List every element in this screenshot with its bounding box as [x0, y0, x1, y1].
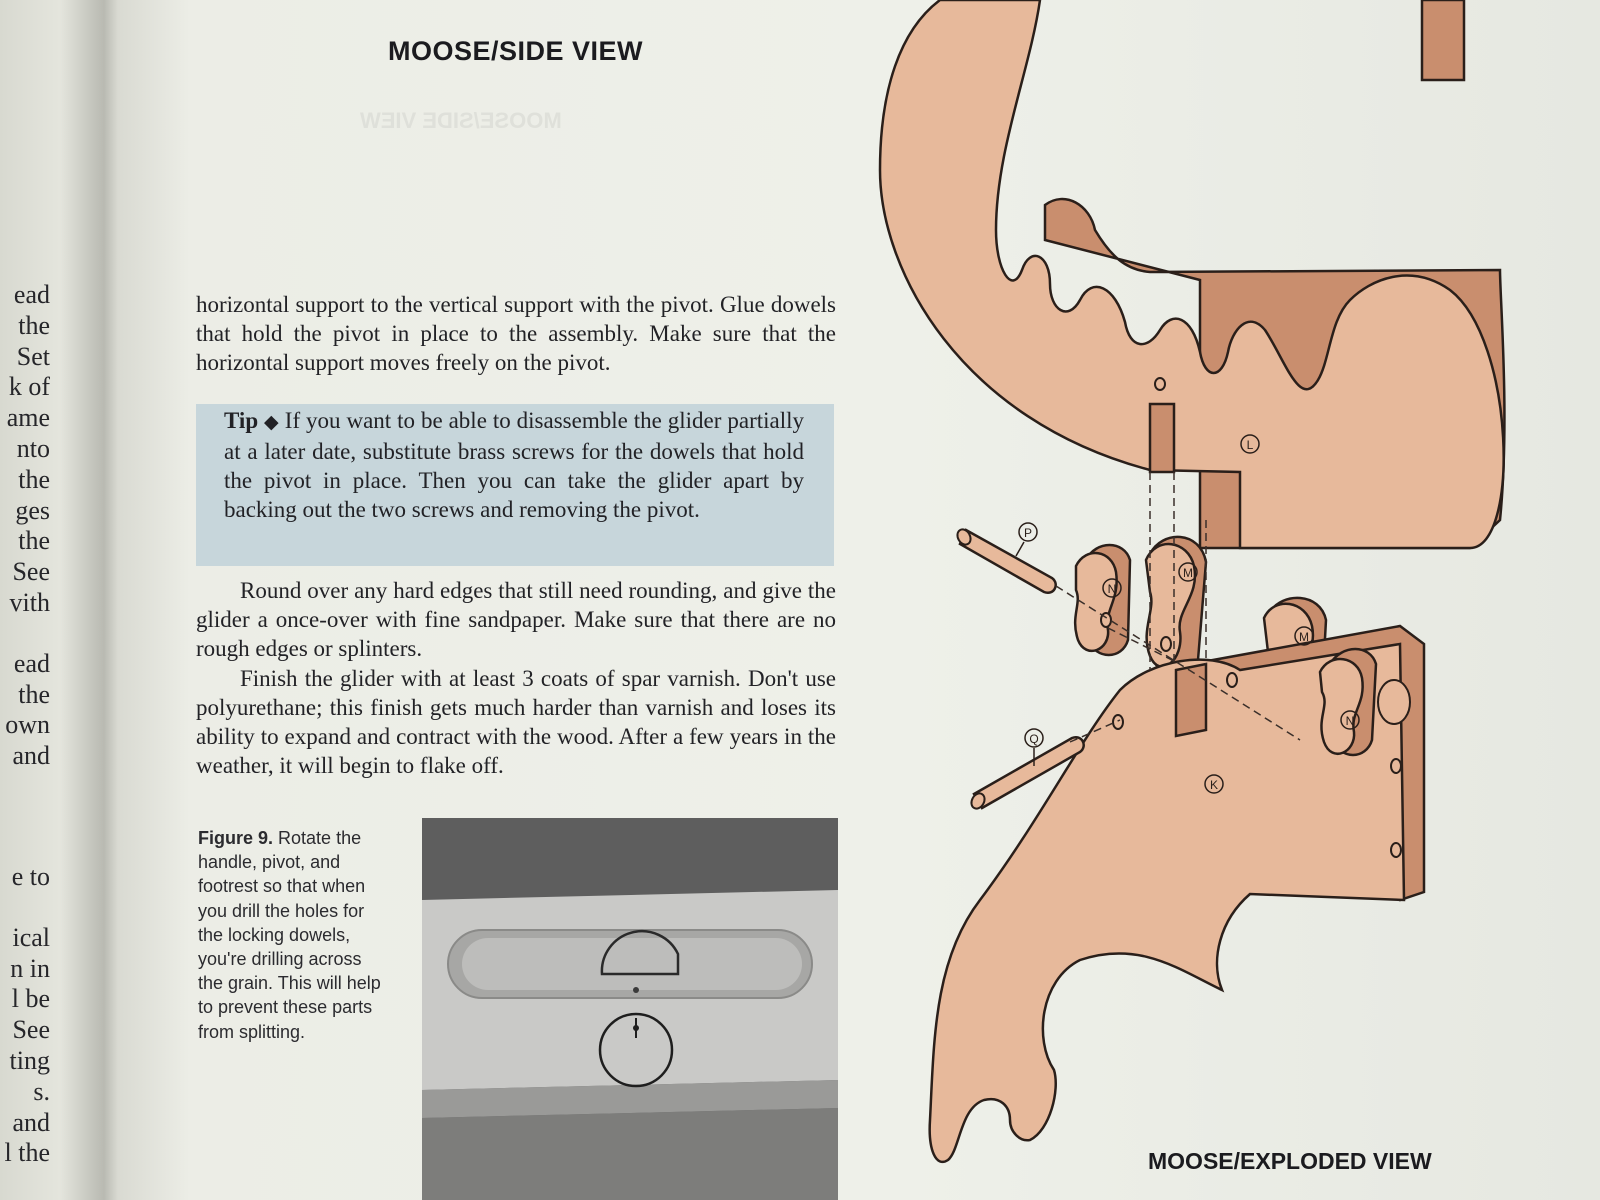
- part-m-left: [1146, 537, 1206, 675]
- fragment-line: See: [12, 1015, 50, 1045]
- fragment-line: ame: [6, 403, 50, 433]
- fragment-line: vith: [9, 587, 50, 617]
- side-view-title: MOOSE/SIDE VIEW: [388, 36, 644, 66]
- fragment-line: e to: [11, 861, 50, 891]
- fragment-line: s.: [33, 1076, 50, 1106]
- fragment-line: own: [5, 710, 50, 740]
- part-label-p-text: P: [1023, 526, 1033, 540]
- paragraph-finishing-text: Finish the glider with at least 3 coats of spar varnish. Don't use polyurethane; this finish gets much harder than varnish and loses its ability to expand and contract with the wood. After a few years in the weather, it will begin to flake off.: [196, 666, 836, 778]
- paragraph-pivot-assembly: horizontal support to the vertical support with the pivot. Glue dowels that hold the pivot in place to the assembly. Make sure that the horizontal support moves freely on the pivot.: [196, 292, 836, 375]
- part-label-m2-text: M: [1299, 630, 1309, 644]
- fragment-line: k of: [8, 372, 50, 402]
- part-label-l-text: L: [1246, 438, 1254, 452]
- dowel-p: [955, 527, 1056, 593]
- part-n-left: [1075, 545, 1130, 655]
- diamond-icon: ◆: [264, 412, 279, 433]
- part-label-n2-text: N: [1345, 714, 1355, 728]
- part-n-right: [1320, 649, 1376, 755]
- part-label-n1-text: N: [1107, 582, 1117, 596]
- part-label-k-text: K: [1209, 778, 1219, 792]
- fragment-line: ead: [13, 280, 50, 309]
- part-label-p: [1016, 523, 1037, 556]
- fragment-line: the: [18, 526, 50, 556]
- figure-label: Figure 9.: [198, 828, 274, 848]
- fragment-line: ical: [12, 922, 50, 952]
- left-page-text-fragments: [0, 280, 50, 1169]
- fragment-line: l be: [11, 984, 50, 1014]
- tip-label: Tip: [224, 408, 259, 433]
- fragment-line: ead: [13, 648, 50, 678]
- tip-text: If you want to be able to disassemble the glider partially at a later date, substitute brass screws for the dowels that hold the pivot in place. Then you can take the glider apart by backing out the two screws and removing the pivot.: [224, 408, 805, 522]
- fragment-line: See: [12, 557, 50, 587]
- paragraph-sanding-text: Round over any hard edges that still need rounding, and give the glider a once-over with fine sandpaper. Make sure that there are no rough edges or splinters.: [196, 578, 836, 661]
- figure-9-photo: [422, 818, 838, 1200]
- fragment-line: l the: [4, 1138, 50, 1168]
- upper-support-fragment: [1422, 0, 1464, 80]
- fragment-line: and: [12, 1107, 50, 1137]
- exploded-view-title: MOOSE/EXPLODED VIEW: [1148, 1148, 1432, 1174]
- fragment-line: and: [12, 741, 50, 771]
- paragraph-sanding: [196, 576, 836, 663]
- part-l-head: [880, 0, 1504, 548]
- fragment-line: nto: [16, 433, 50, 463]
- fragment-line: ges: [15, 495, 50, 525]
- fragment-line: the: [18, 464, 50, 494]
- show-through-title: MOOSE/SIDE VIEW: [360, 108, 562, 133]
- fragment-line: Set: [16, 341, 50, 371]
- part-label-m1-text: M: [1183, 566, 1193, 580]
- figure-caption-text: Rotate the handle, pivot, and footrest so that when you drill the holes for the locking dowels, you're drilling across the grain. This will help to prevent these parts from splitting.: [198, 828, 381, 1042]
- tip-box: [196, 404, 834, 566]
- fragment-line: the: [18, 679, 50, 709]
- paragraph-finishing: [196, 664, 836, 780]
- exploded-view-drawing: [840, 0, 1600, 1200]
- figure-caption: [198, 826, 388, 1044]
- fragment-line: the: [18, 310, 50, 340]
- fragment-line: ting: [9, 1045, 50, 1075]
- part-label-q-text: Q: [1029, 732, 1039, 746]
- fragment-line: n in: [10, 953, 50, 983]
